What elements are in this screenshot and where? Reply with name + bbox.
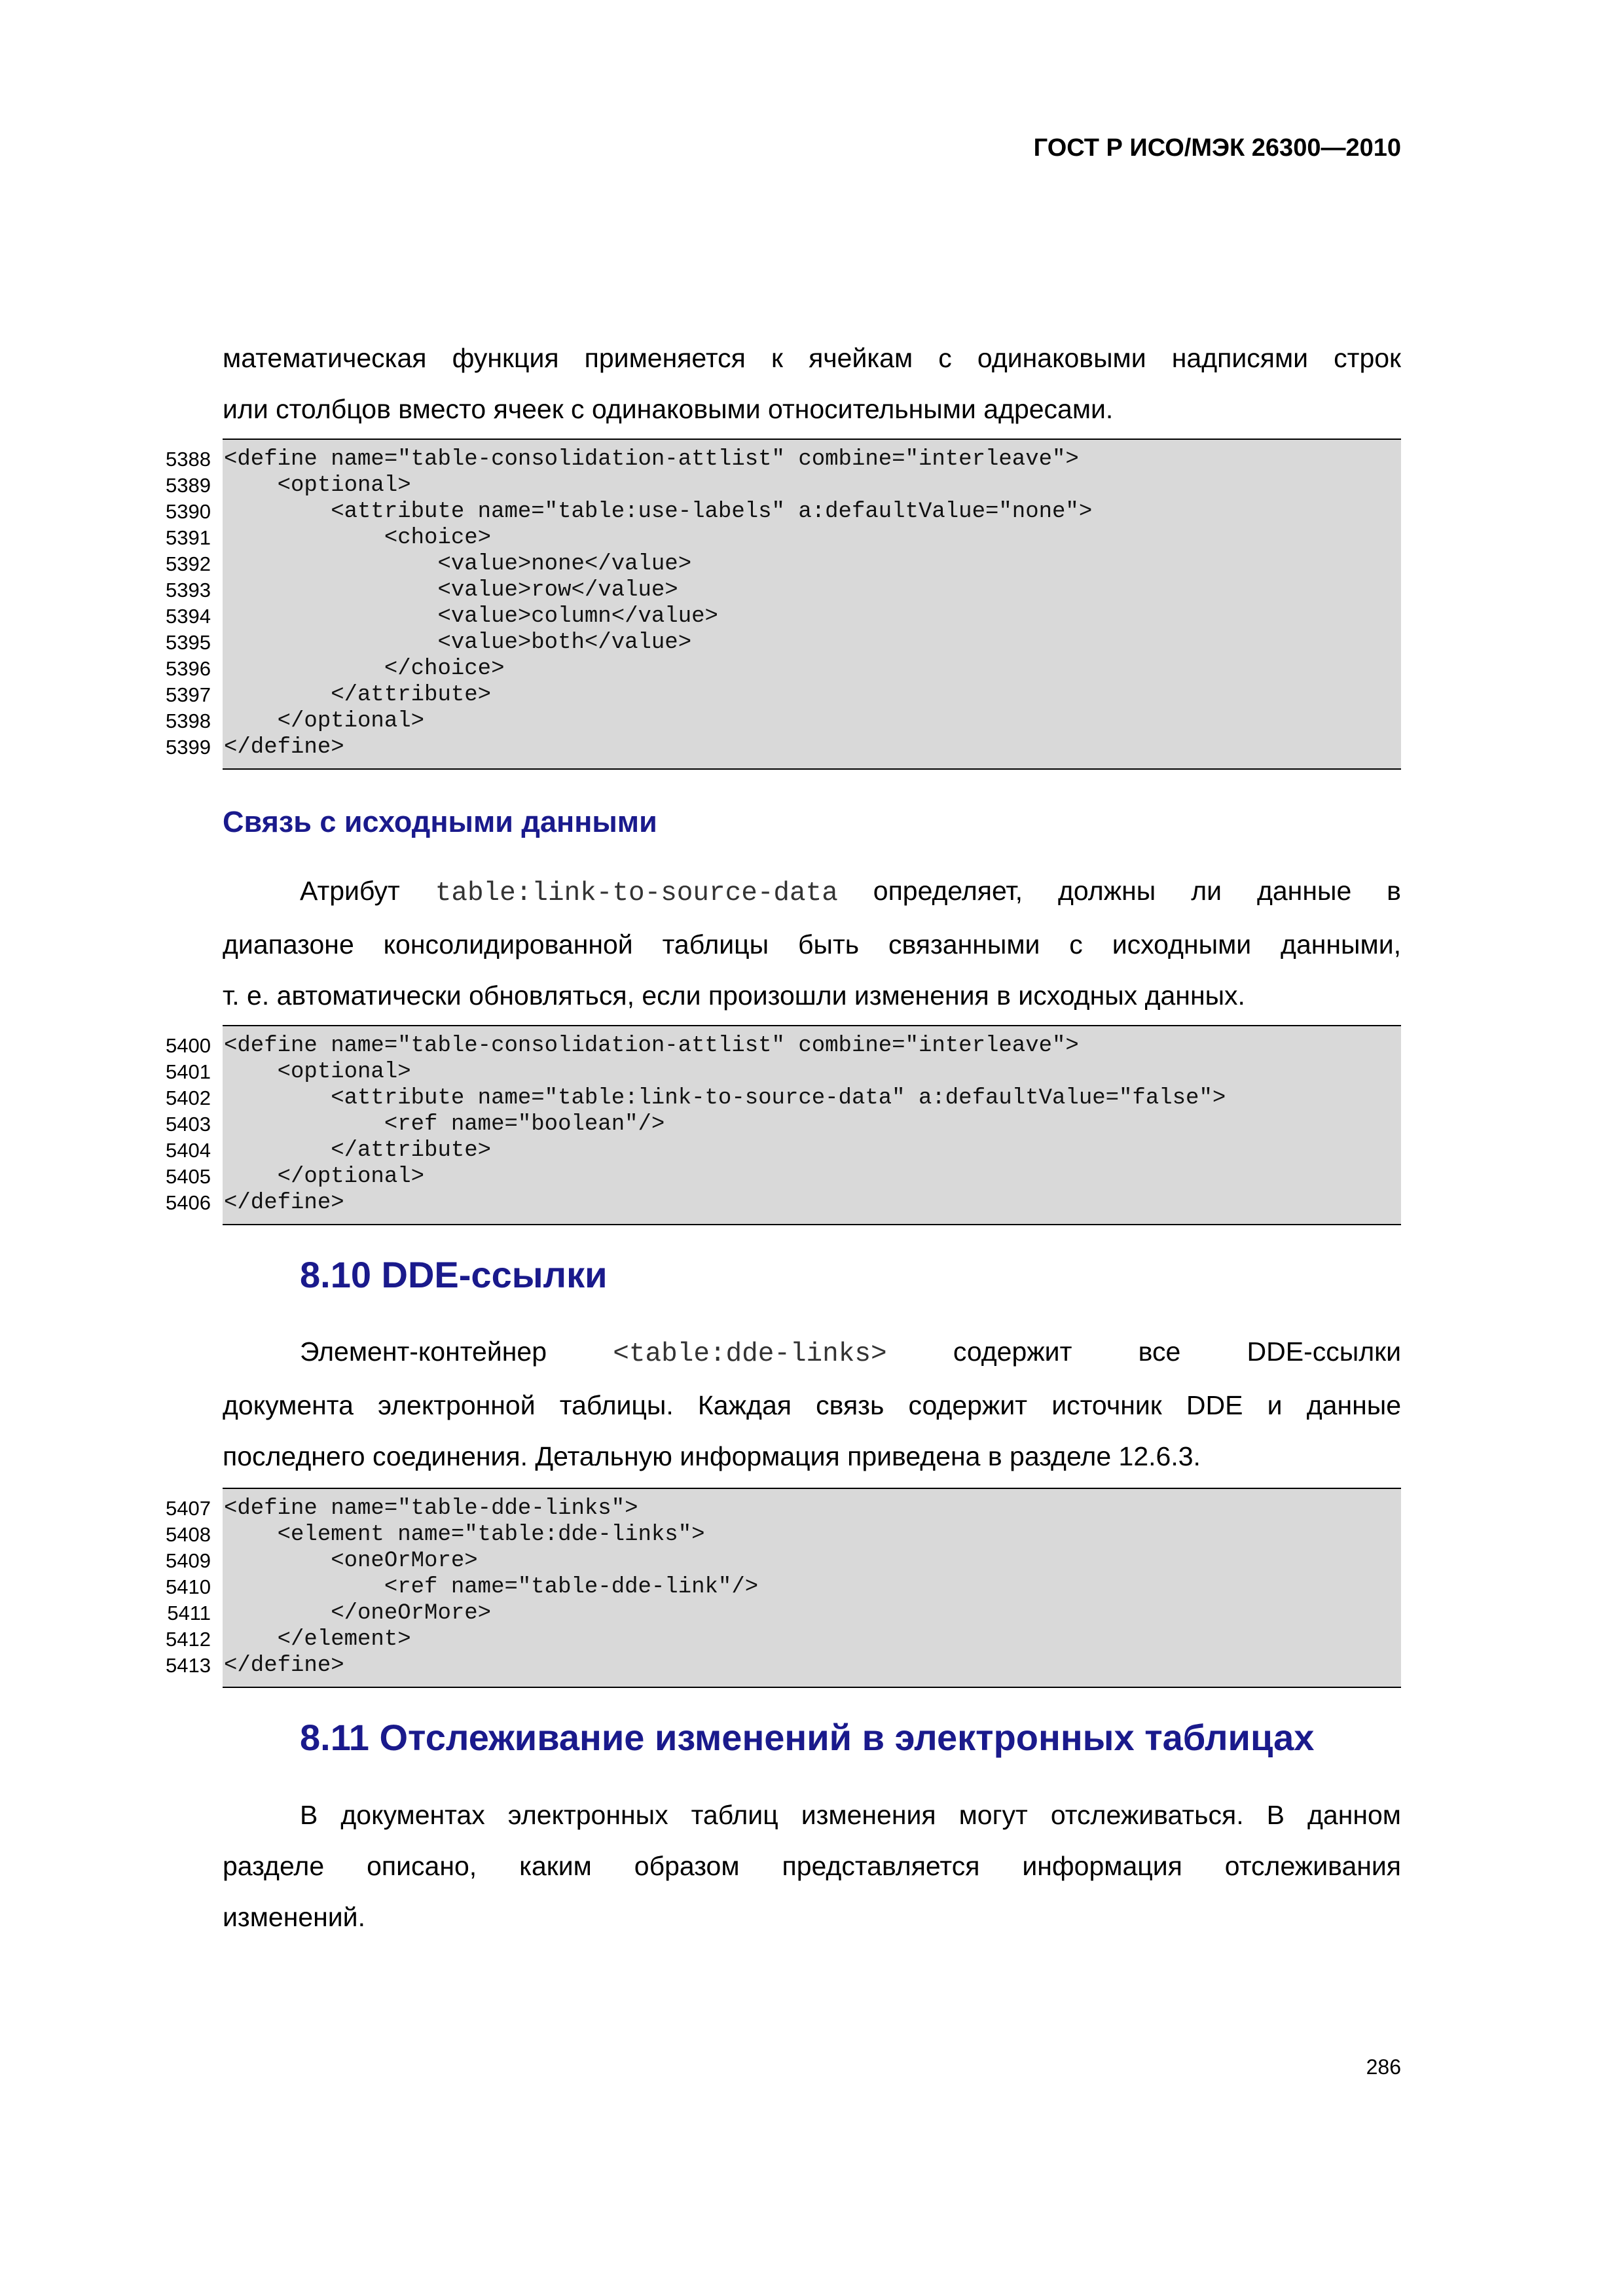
code-line (166, 682, 1401, 708)
code-text: </choice> (224, 656, 505, 681)
code-line (166, 1626, 1401, 1653)
code-block-consolidation-link-source (166, 1025, 1401, 1225)
code-text: </attribute> (224, 683, 492, 708)
code-text: </define> (224, 1653, 344, 1678)
line-number: 5409 (166, 1549, 211, 1572)
code-text: <ref name="table-dde-link"/> (224, 1575, 759, 1600)
text-fragment: все (1138, 1336, 1181, 1367)
code-line (166, 446, 1401, 473)
code-line (166, 656, 1401, 682)
code-text: <value>none</value> (224, 552, 692, 577)
code-line (166, 1548, 1401, 1574)
line-number: 5388 (166, 448, 211, 471)
line-number: 5413 (166, 1654, 211, 1677)
code-text: <value>column</value> (224, 604, 718, 629)
code-text: <element name="table:dde-links"> (224, 1522, 705, 1547)
code-line (166, 1138, 1401, 1164)
code-line (166, 1085, 1401, 1111)
code-lines (166, 1033, 1401, 1216)
line-number: 5406 (166, 1191, 211, 1214)
dde-line-3: последнего соединения. Детальную информация приведена в разделе 12.6.3. (223, 1441, 1201, 1471)
code-line (166, 499, 1401, 525)
code-line (166, 525, 1401, 551)
line-number: 5411 (167, 1602, 211, 1624)
code-text: </oneOrMore> (224, 1601, 492, 1626)
code-line (166, 551, 1401, 577)
document-header: ГОСТ Р ИСО/МЭК 26300—2010 (1033, 134, 1401, 162)
subsection-title: Связь с исходными данными (223, 805, 657, 838)
code-line (166, 1496, 1401, 1522)
line-number: 5390 (166, 500, 211, 523)
text-fragment: Атрибут (300, 876, 400, 906)
code-text: </element> (224, 1627, 411, 1652)
link-source-line-1 (223, 865, 1401, 919)
dde-paragraph (223, 1326, 1401, 1482)
tracking-line-1: В документах электронных таблиц изменения могут отслеживаться. В данном (300, 1800, 1401, 1830)
code-line (166, 734, 1401, 761)
code-text: <attribute name="table:link-to-source-data" a:defaultValue="false"> (224, 1086, 1226, 1111)
section-title-8-11: 8.11 Отслеживание изменений в электронных таблицах (300, 1717, 1315, 1758)
code-text: </define> (224, 735, 344, 760)
line-number: 5402 (166, 1086, 211, 1109)
code-text: <optional> (224, 1060, 411, 1085)
line-number: 5398 (166, 709, 211, 732)
line-number: 5404 (166, 1139, 211, 1162)
intro-line-1: математическая функция применяется к ячейкам с одинаковыми надписями строк (223, 343, 1401, 373)
line-number: 5393 (166, 579, 211, 601)
code-line (166, 1522, 1401, 1548)
line-number: 5396 (166, 657, 211, 680)
section-title-8-10: 8.10 DDE-ссылки (300, 1254, 608, 1295)
line-number: 5410 (166, 1575, 211, 1598)
code-line (167, 1600, 1401, 1626)
text-fragment: содержит (953, 1336, 1072, 1367)
text-fragment: Элемент-контейнер (300, 1336, 547, 1367)
code-text: <define name="table-consolidation-attlist" combine="interleave"> (224, 447, 1079, 472)
dde-line-1 (223, 1326, 1401, 1380)
tracking-paragraph (223, 1789, 1401, 1943)
link-source-line-3: т. е. автоматически обновляться, если произошли изменения в исходных данных. (223, 980, 1245, 1011)
code-line (166, 708, 1401, 734)
code-line (166, 1033, 1401, 1059)
code-line (166, 1190, 1401, 1216)
line-number: 5405 (166, 1165, 211, 1188)
code-line (166, 630, 1401, 656)
code-text: </optional> (224, 709, 425, 734)
code-text: <optional> (224, 473, 411, 498)
code-line (166, 1111, 1401, 1138)
code-text: </optional> (224, 1164, 425, 1189)
code-line (166, 1164, 1401, 1190)
code-block-dde-links (166, 1488, 1401, 1688)
line-number: 5403 (166, 1113, 211, 1136)
line-number: 5394 (166, 605, 211, 628)
line-number: 5391 (166, 526, 211, 549)
line-number: 5408 (166, 1523, 211, 1546)
code-line (166, 1059, 1401, 1085)
code-block-consolidation-use-labels (166, 439, 1401, 770)
text-fragment: определяет, должны ли данные в (873, 876, 1401, 906)
inline-code: table:link-to-source-data (435, 878, 838, 908)
line-number: 5397 (166, 683, 211, 706)
code-text: <attribute name="table:use-labels" a:defaultValue="none"> (224, 499, 1093, 524)
line-number: 5401 (166, 1060, 211, 1083)
code-lines (166, 446, 1401, 761)
line-number: 5399 (166, 736, 211, 759)
code-text: </define> (224, 1191, 344, 1215)
text-fragment: DDE-ссылки (1247, 1336, 1401, 1367)
code-text: <oneOrMore> (224, 1549, 478, 1573)
code-line (166, 1653, 1401, 1679)
code-text: <ref name="boolean"/> (224, 1112, 665, 1137)
line-number: 5407 (166, 1497, 211, 1520)
intro-paragraph (223, 332, 1401, 435)
line-number: 5389 (166, 474, 211, 497)
line-number: 5412 (166, 1628, 211, 1651)
line-number: 5392 (166, 552, 211, 575)
code-line (166, 473, 1401, 499)
code-text: <define name="table-consolidation-attlist" combine="interleave"> (224, 1033, 1079, 1058)
line-number: 5395 (166, 631, 211, 654)
code-line (166, 603, 1401, 630)
code-line (166, 1574, 1401, 1600)
intro-line-2: или столбцов вместо ячеек с одинаковыми относительными адресами. (223, 394, 1114, 424)
tracking-line-3: изменений. (223, 1902, 365, 1932)
page-number: 286 (1366, 2055, 1401, 2079)
code-text: </attribute> (224, 1138, 492, 1163)
code-text: <value>row</value> (224, 578, 678, 603)
dde-line-2: документа электронной таблицы. Каждая связь содержит источник DDE и данные (223, 1390, 1401, 1420)
line-number: 5400 (166, 1034, 211, 1057)
code-text: <define name="table-dde-links"> (224, 1496, 638, 1521)
link-source-paragraph (223, 865, 1401, 1021)
code-text: <choice> (224, 526, 492, 550)
code-text: <value>both</value> (224, 630, 692, 655)
tracking-line-2: разделе описано, каким образом представляется информация отслеживания (223, 1851, 1401, 1881)
link-source-line-2: диапазоне консолидированной таблицы быть связанными с исходными данными, (223, 929, 1401, 960)
code-line (166, 577, 1401, 603)
inline-code: <table:dde-links> (613, 1339, 887, 1369)
code-lines (166, 1496, 1401, 1679)
